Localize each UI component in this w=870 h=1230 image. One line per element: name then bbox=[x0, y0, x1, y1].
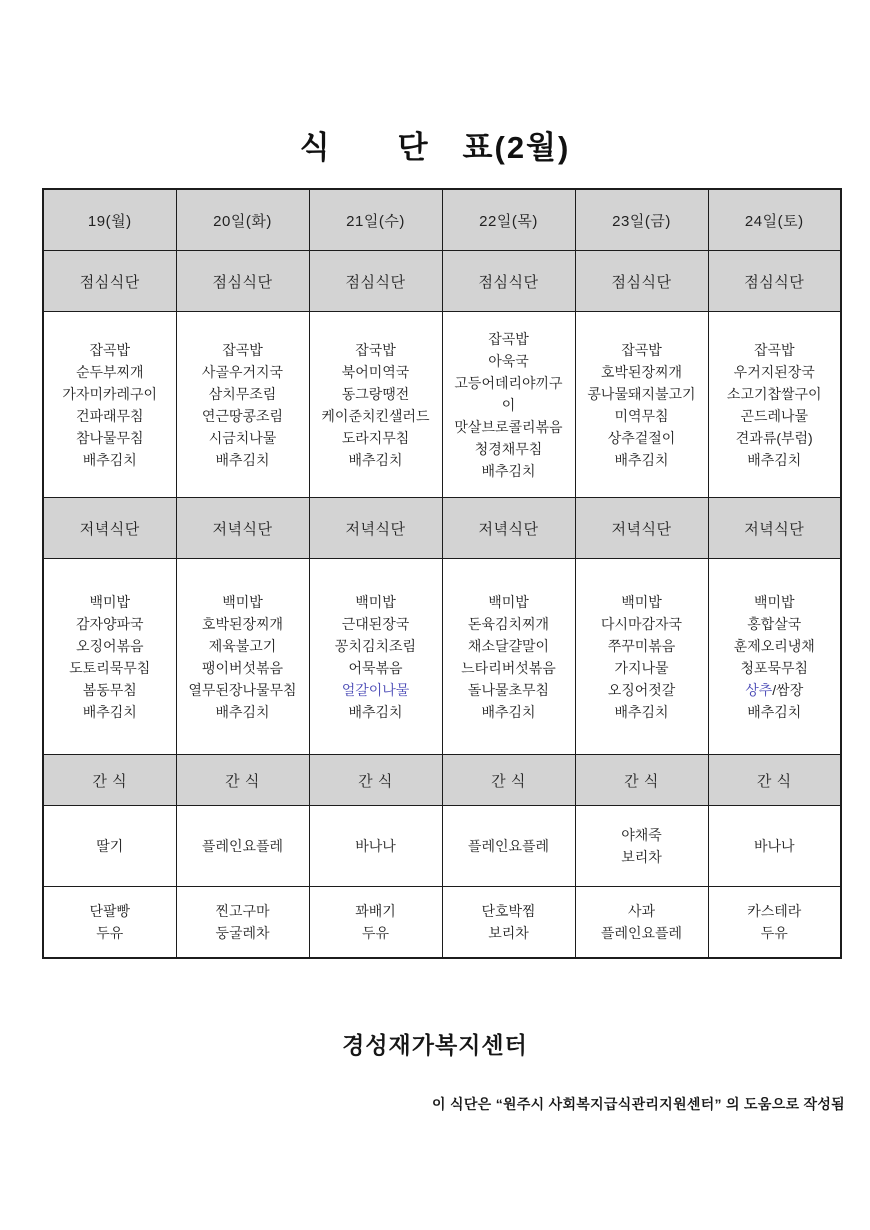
menu-line: 곤드레나물 bbox=[740, 407, 809, 424]
menu-line: 케이준치킨샐러드 bbox=[321, 407, 430, 424]
lunch-menu-cell bbox=[43, 312, 176, 498]
menu-line: 백미밥 bbox=[621, 593, 662, 610]
lunch-menu-cell bbox=[708, 312, 841, 498]
snack-cell bbox=[442, 887, 575, 959]
dinner-label-row bbox=[43, 498, 841, 559]
menu-line: 배추김치 bbox=[481, 462, 536, 479]
day-header-cell: 19(월) bbox=[43, 189, 176, 251]
menu-line: 사골우거지국 bbox=[201, 363, 284, 380]
menu-line: 백미밥 bbox=[488, 593, 529, 610]
dinner-label-cell: 저녁식단 bbox=[43, 498, 176, 559]
snack-cell bbox=[708, 806, 841, 887]
menu-line: 플레인요플레 bbox=[467, 838, 550, 854]
snack-cell bbox=[309, 887, 442, 959]
menu-line: 가자미카레구이 bbox=[62, 385, 158, 402]
dinner-label-cell: 저녁식단 bbox=[708, 498, 841, 559]
menu-line: 돌나물초무침 bbox=[467, 681, 550, 698]
menu-line: 북어미역국 bbox=[341, 363, 410, 380]
snack-cell bbox=[176, 887, 309, 959]
snack-row-2 bbox=[43, 887, 841, 959]
menu-line: 배추김치 bbox=[747, 703, 802, 720]
menu-line: 사과 bbox=[627, 903, 656, 919]
menu-line: 소고기찹쌀구이 bbox=[726, 385, 822, 402]
snack-label-cell: 간 식 bbox=[708, 755, 841, 806]
lunch-menu-cell bbox=[309, 312, 442, 498]
menu-line: 상추겉절이 bbox=[607, 429, 676, 446]
menu-line: 콩나물돼지불고기 bbox=[587, 385, 696, 402]
menu-line: 백미밥 bbox=[222, 593, 263, 610]
day-header-cell: 21일(수) bbox=[309, 189, 442, 251]
dinner-menu-cell bbox=[442, 559, 575, 755]
menu-line: 배추김치 bbox=[614, 703, 669, 720]
menu-line: 가지나물 bbox=[614, 659, 669, 676]
menu-line: 바나나 bbox=[753, 838, 795, 854]
lunch-label-cell: 점심식단 bbox=[176, 251, 309, 312]
menu-line: 청포묵무침 bbox=[740, 659, 809, 676]
dinner-menu-cell bbox=[309, 559, 442, 755]
menu-line: 단팔빵 bbox=[89, 903, 131, 919]
menu-line: 백미밥 bbox=[753, 593, 795, 610]
menu-line: 호박된장찌개 bbox=[600, 363, 683, 380]
menu-line: 열무된장나물무침 bbox=[188, 681, 297, 698]
dinner-menu-cell bbox=[43, 559, 176, 755]
dinner-menu-cell bbox=[708, 559, 841, 755]
dinner-label-cell: 저녁식단 bbox=[442, 498, 575, 559]
menu-line: 배추김치 bbox=[348, 703, 403, 720]
menu-line: 배추김치 bbox=[481, 703, 536, 720]
menu-line: 도라지무침 bbox=[341, 429, 410, 446]
menu-line: 팽이버섯볶음 bbox=[201, 659, 284, 676]
menu-line: 찐고구마 bbox=[215, 903, 270, 919]
menu-line: 플레인요플레 bbox=[201, 838, 284, 854]
menu-line: 백미밥 bbox=[355, 593, 396, 610]
menu-line: 배추김치 bbox=[747, 451, 802, 468]
snack-cell bbox=[43, 806, 176, 887]
lunch-label-cell: 점심식단 bbox=[442, 251, 575, 312]
menu-line: 제육불고기 bbox=[208, 637, 277, 654]
menu-line: 잡국밥 bbox=[355, 341, 396, 358]
menu-line: 카스테라 bbox=[747, 903, 802, 919]
lunch-label-cell: 점심식단 bbox=[708, 251, 841, 312]
menu-line: 순두부찌개 bbox=[75, 363, 144, 380]
menu-line: 꽁치김치조림 bbox=[334, 637, 417, 654]
menu-line: 삼치무조림 bbox=[208, 385, 277, 402]
day-header-cell: 24일(토) bbox=[708, 189, 841, 251]
menu-line: 근대된장국 bbox=[341, 615, 410, 632]
meal-plan-table bbox=[42, 188, 842, 959]
snack-label-cell: 간 식 bbox=[309, 755, 442, 806]
menu-line: 연근땅콩조림 bbox=[201, 407, 284, 424]
day-header-cell: 23일(금) bbox=[575, 189, 708, 251]
dinner-label-cell: 저녁식단 bbox=[309, 498, 442, 559]
menu-line: 잡곡밥 bbox=[621, 341, 662, 358]
snack-cell bbox=[575, 806, 708, 887]
dinner-label-cell: 저녁식단 bbox=[575, 498, 708, 559]
menu-line: 백미밥 bbox=[89, 593, 131, 610]
menu-line: 플레인요플레 bbox=[600, 925, 683, 941]
menu-line: 꽈배기 bbox=[355, 903, 396, 919]
menu-line: 단호박찜 bbox=[481, 903, 536, 919]
snack-row-1 bbox=[43, 806, 841, 887]
lunch-label-row bbox=[43, 251, 841, 312]
menu-line: 훈제오리냉채 bbox=[733, 637, 815, 654]
menu-line: 배추김치 bbox=[215, 451, 270, 468]
menu-line: 바나나 bbox=[355, 838, 396, 854]
menu-line: 배추김치 bbox=[614, 451, 669, 468]
menu-line: 돈육김치찌개 bbox=[467, 615, 550, 632]
menu-line: 잡곡밥 bbox=[89, 341, 131, 358]
footer-note: 이 식단은 “원주시 사회복지급식관리지원센터” 의 도움으로 작성됨 bbox=[432, 1096, 845, 1112]
menu-line: 미역무침 bbox=[614, 407, 669, 424]
snack-cell bbox=[43, 887, 176, 959]
snack-label-cell: 간 식 bbox=[575, 755, 708, 806]
menu-line: 두유 bbox=[760, 925, 788, 941]
day-header-cell: 22일(목) bbox=[442, 189, 575, 251]
dinner-menu-row bbox=[43, 559, 841, 755]
menu-line: 봄동무침 bbox=[82, 681, 137, 698]
lunch-menu-cell bbox=[575, 312, 708, 498]
menu-line: 딸기 bbox=[96, 838, 124, 854]
snack-label-cell: 간 식 bbox=[43, 755, 176, 806]
menu-line: 견과류(부럼) bbox=[735, 429, 813, 446]
menu-line: 얼갈이나물 bbox=[341, 681, 410, 698]
footer-center-name: 경성재가복지센터 bbox=[342, 1032, 528, 1058]
menu-line: 다시마감자국 bbox=[600, 615, 683, 632]
menu-line: 우거지된장국 bbox=[733, 363, 815, 380]
menu-line: 배추김치 bbox=[82, 451, 137, 468]
snack-cell bbox=[442, 806, 575, 887]
menu-line: 감자양파국 bbox=[75, 615, 144, 632]
menu-line: 동그랑땡전 bbox=[341, 385, 410, 402]
lunch-label-cell: 점심식단 bbox=[43, 251, 176, 312]
snack-label-cell: 간 식 bbox=[442, 755, 575, 806]
menu-line: 잡곡밥 bbox=[753, 341, 795, 358]
menu-line: 시금치나물 bbox=[208, 429, 277, 446]
menu-line: 도토리묵무침 bbox=[69, 659, 151, 676]
menu-line: 보리차 bbox=[488, 925, 529, 941]
menu-line: 오징어젓갈 bbox=[607, 681, 676, 698]
day-header-cell: 20일(화) bbox=[176, 189, 309, 251]
dinner-menu-cell bbox=[176, 559, 309, 755]
menu-line: 상추/쌈장 bbox=[745, 681, 804, 698]
lunch-label-cell: 점심식단 bbox=[309, 251, 442, 312]
snack-label-cell: 간 식 bbox=[176, 755, 309, 806]
dinner-label-cell: 저녁식단 bbox=[176, 498, 309, 559]
menu-line: 배추김치 bbox=[82, 703, 137, 720]
menu-line: 잡곡밥 bbox=[222, 341, 263, 358]
menu-line: 잡곡밥 bbox=[488, 330, 529, 347]
lunch-label-cell: 점심식단 bbox=[575, 251, 708, 312]
lunch-menu-row bbox=[43, 312, 841, 498]
menu-line: 느타리버섯볶음 bbox=[461, 659, 556, 676]
menu-line: 두유 bbox=[361, 925, 390, 941]
snack-label-row bbox=[43, 755, 841, 806]
day-header-row bbox=[43, 189, 841, 251]
snack-cell bbox=[309, 806, 442, 887]
menu-line: 아욱국 bbox=[488, 352, 529, 369]
lunch-menu-cell bbox=[442, 312, 575, 498]
menu-line: 건파래무침 bbox=[75, 407, 144, 424]
menu-line: 배추김치 bbox=[348, 451, 403, 468]
snack-cell bbox=[176, 806, 309, 887]
menu-line: 홍합살국 bbox=[747, 615, 802, 632]
menu-line: 보리차 bbox=[621, 849, 662, 865]
menu-line: 채소달걀말이 bbox=[467, 637, 550, 654]
menu-line: 둥굴레차 bbox=[215, 925, 270, 941]
menu-line: 야채죽 bbox=[621, 827, 662, 843]
menu-line: 청경채무침 bbox=[474, 440, 543, 457]
snack-cell bbox=[708, 887, 841, 959]
menu-line: 쭈꾸미볶음 bbox=[607, 637, 676, 654]
menu-line: 배추김치 bbox=[215, 703, 270, 720]
menu-line: 참나물무침 bbox=[75, 429, 144, 446]
menu-line: 고등어데리야끼구이 bbox=[454, 374, 563, 413]
lunch-menu-cell bbox=[176, 312, 309, 498]
menu-line: 오징어볶음 bbox=[75, 637, 144, 654]
menu-line: 두유 bbox=[96, 925, 124, 941]
dinner-menu-cell bbox=[575, 559, 708, 755]
menu-line: 어묵볶음 bbox=[348, 659, 403, 676]
snack-cell bbox=[575, 887, 708, 959]
menu-line: 호박된장찌개 bbox=[201, 615, 284, 632]
page-title: 식 단 표(2월) bbox=[299, 130, 571, 165]
menu-line: 맛살브로콜리볶음 bbox=[454, 418, 563, 435]
